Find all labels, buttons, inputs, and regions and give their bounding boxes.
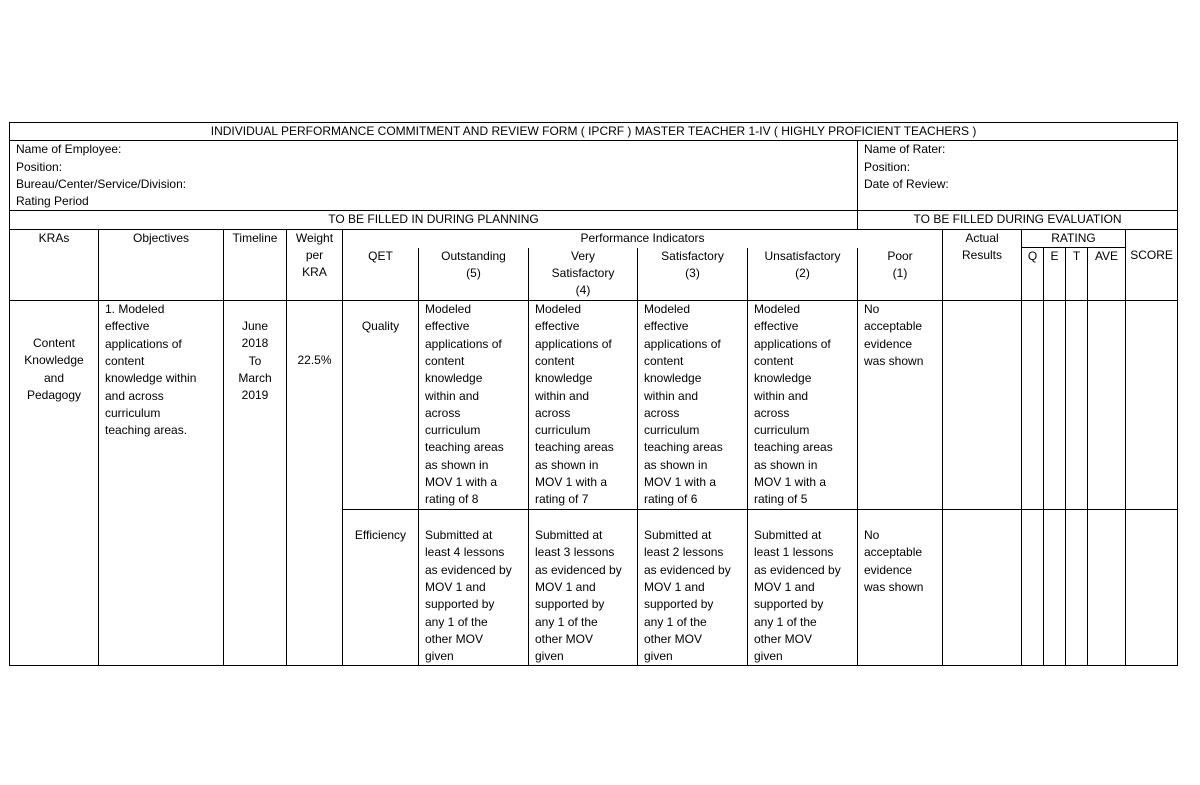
kras-header: KRAs <box>10 229 99 300</box>
timeline-header: Timeline <box>224 229 287 300</box>
weight-cell: 22.5% <box>287 301 343 666</box>
objectives-header: Objectives <box>99 229 224 300</box>
actual-results-header: Actual Results <box>943 229 1022 300</box>
score-header: SCORE <box>1126 229 1178 300</box>
quality-t <box>1066 301 1088 510</box>
efficiency-satisfactory: Submitted at least 2 lessons as evidenced by MOV 1 and supported by any 1 of the other MOV given <box>638 510 748 666</box>
q-header: Q <box>1022 248 1044 301</box>
quality-row <box>10 301 1178 510</box>
quality-q <box>1022 301 1044 510</box>
quality-very-satisfactory: Modeled effective applications of content knowledge within and across curriculum teaching areas as shown in MOV 1 with a rating of 7 <box>529 301 638 510</box>
rating-header: RATING <box>1022 229 1126 247</box>
efficiency-q <box>1022 510 1044 666</box>
quality-unsatisfactory: Modeled effective applications of content knowledge within and across curriculum teaching areas as shown in MOV 1 with a rating of 5 <box>748 301 858 510</box>
efficiency-t <box>1066 510 1088 666</box>
evaluation-section-header: TO BE FILLED DURING EVALUATION <box>858 211 1178 229</box>
rater-position-label: Position: <box>864 159 911 174</box>
quality-satisfactory: Modeled effective applications of content knowledge within and across curriculum teaching areas as shown in MOV 1 with a rating of 6 <box>638 301 748 510</box>
efficiency-score <box>1126 510 1178 666</box>
efficiency-actual-results <box>943 510 1022 666</box>
rating-period-label: Rating Period <box>16 194 89 209</box>
t-header: T <box>1066 248 1088 301</box>
timeline-cell: June 2018 To March 2019 <box>224 301 287 666</box>
satisfactory-header: Satisfactory (3) <box>638 248 748 301</box>
weight-header: Weight per KRA <box>287 229 343 300</box>
employee-info <box>10 141 858 211</box>
efficiency-poor: No acceptable evidence was shown <box>858 510 943 666</box>
poor-header: Poor (1) <box>858 248 943 301</box>
very-satisfactory-header: Very Satisfactory (4) <box>529 248 638 301</box>
form-title: INDIVIDUAL PERFORMANCE COMMITMENT AND REVIEW FORM ( IPCRF ) MASTER TEACHER 1-IV ( HIGHLY PROFICIENT TEACHERS ) <box>10 123 1178 141</box>
efficiency-outstanding: Submitted at least 4 lessons as evidenced by MOV 1 and supported by any 1 of the other MOV given <box>419 510 529 666</box>
quality-outstanding: Modeled effective applications of content knowledge within and across curriculum teaching areas as shown in MOV 1 with a rating of 8 <box>419 301 529 510</box>
unsatisfactory-header: Unsatisfactory (2) <box>748 248 858 301</box>
efficiency-ave <box>1088 510 1126 666</box>
efficiency-e <box>1044 510 1066 666</box>
qet-header: QET <box>343 248 419 301</box>
bureau-label: Bureau/Center/Service/Division: <box>16 176 187 191</box>
ave-header: AVE <box>1088 248 1126 301</box>
quality-e <box>1044 301 1066 510</box>
efficiency-very-satisfactory: Submitted at least 3 lessons as evidenced by MOV 1 and supported by any 1 of the other MOV given <box>529 510 638 666</box>
quality-actual-results <box>943 301 1022 510</box>
kra-cell: Content Knowledge and Pedagogy <box>10 301 99 666</box>
quality-score <box>1126 301 1178 510</box>
e-header: E <box>1044 248 1066 301</box>
outstanding-header: Outstanding (5) <box>419 248 529 301</box>
name-of-rater-label: Name of Rater: <box>864 142 946 157</box>
ipcrf-table <box>9 122 1178 666</box>
date-of-review-label: Date of Review: <box>864 176 949 191</box>
efficiency-unsatisfactory: Submitted at least 1 lessons as evidenced by MOV 1 and supported by any 1 of the other MOV given <box>748 510 858 666</box>
objective-cell: 1. Modeled effective applications of content knowledge within and across curriculum teaching areas. <box>99 301 224 666</box>
qet-quality-label: Quality <box>343 301 419 510</box>
qet-efficiency-label: Efficiency <box>343 510 419 666</box>
position-label: Position: <box>16 159 63 174</box>
rater-info <box>858 141 1178 211</box>
name-of-employee-label: Name of Employee: <box>16 142 122 157</box>
quality-poor: No acceptable evidence was shown <box>858 301 943 510</box>
planning-section-header: TO BE FILLED IN DURING PLANNING <box>10 211 858 229</box>
performance-indicators-header: Performance Indicators <box>343 229 943 247</box>
quality-ave <box>1088 301 1126 510</box>
